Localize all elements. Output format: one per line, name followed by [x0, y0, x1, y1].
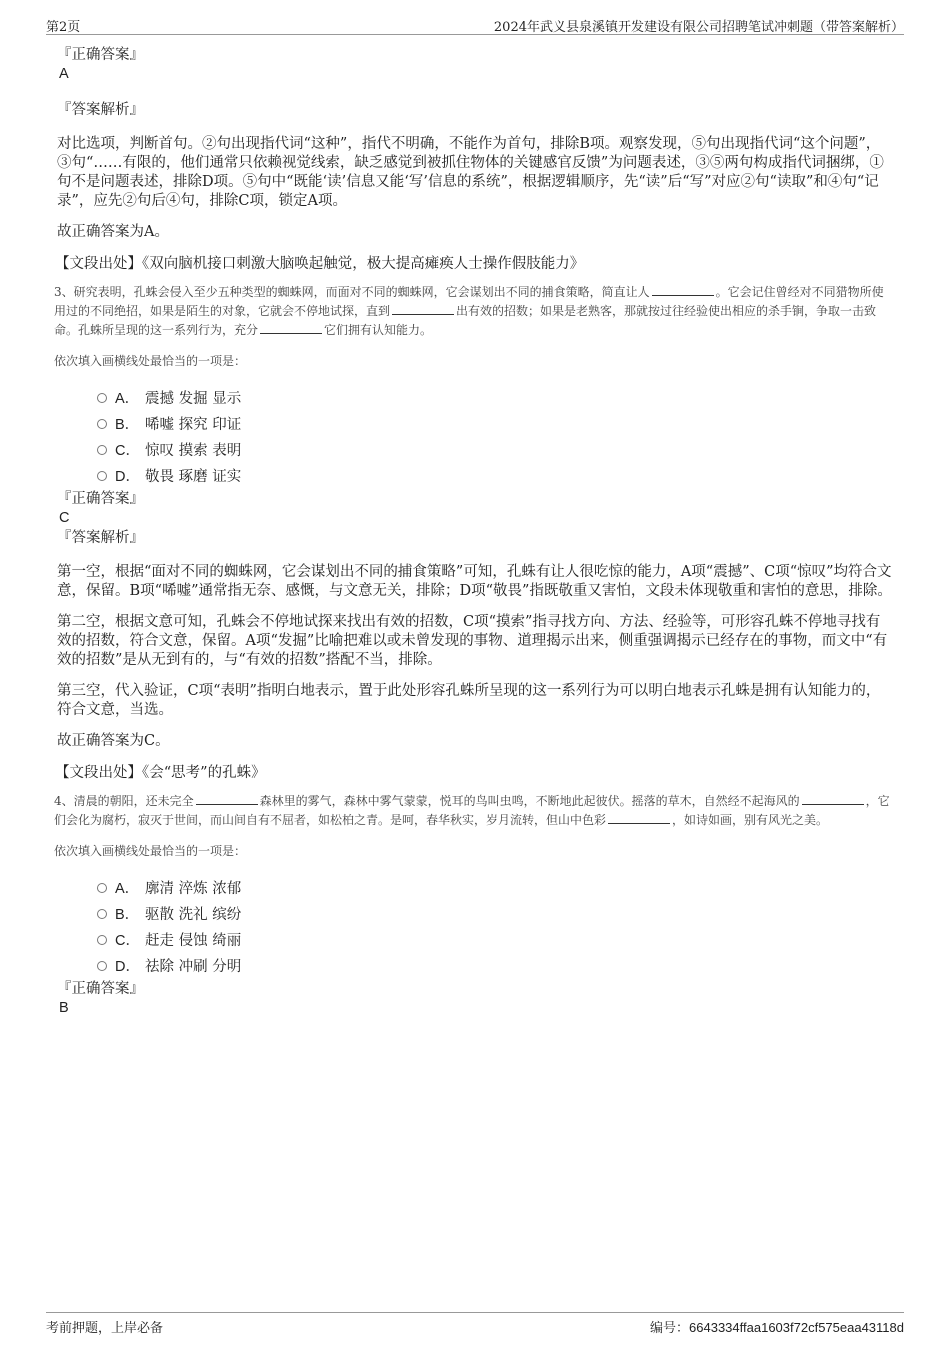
- option-letter: D．: [115, 469, 140, 485]
- analysis-label: 『答案解析』: [57, 102, 144, 118]
- question-text-part: ，如诗如画，别有风光之美。: [672, 813, 829, 827]
- option-a[interactable]: [57, 875, 893, 901]
- analysis-paragraph: 第三空，代入验证，C项“表明”指明白地表示，置于此处形容孔蛛所呈现的这一系列行为可以明白地表示孔蛛是拥有认知能力的，符合文意，当选。: [57, 683, 881, 718]
- analysis-paragraph: 对比选项，判断首句。②句出现指代词“这种”，指代不明确，不能作为首句，排除B项。观察发现，⑤句出现指代词“这个问题”，③句“……有限的，他们通常只依赖视觉线索，缺乏感觉到被抓住物体的关键感官反馈”为问题表述，③⑤两句构成指代词捆绑，①句不是问题表述，排除D项。⑤句中“既能‘读’信息又能‘写’信息的系统”，根据逻辑顺序，先“读”后“写”对应②句“读取”和④句“记录”，应先②句后④句，排除C项，锁定A项。: [57, 136, 884, 209]
- option-letter: A．: [115, 391, 140, 407]
- option-text: 赶走 侵蚀 绮丽: [145, 933, 242, 949]
- option-letter: B．: [115, 907, 140, 923]
- page-header: [46, 14, 904, 35]
- fill-blank: [260, 321, 322, 334]
- option-a[interactable]: [57, 385, 893, 411]
- option-letter: B．: [115, 417, 140, 433]
- question-text-part: ，它们会化为腐朽，寂灭于世间，而山间自有不屈者，如松柏之青。是呵，春华秋实，岁月流转，但山中色彩: [54, 794, 890, 827]
- source-label: 【文段出处】: [55, 256, 142, 272]
- correct-answer: A: [59, 66, 69, 82]
- option-b[interactable]: [57, 411, 893, 437]
- radio-icon[interactable]: [97, 419, 107, 429]
- question-3-text: [54, 283, 893, 340]
- source-title: 《会“思考”的孔蛛》: [142, 765, 266, 781]
- option-text: 廓清 淬炼 浓郁: [145, 881, 242, 897]
- option-text: 唏嘘 探究 印证: [145, 417, 242, 433]
- option-letter: A．: [115, 881, 140, 897]
- question-4-text: [54, 792, 893, 830]
- question-prompt: 依次填入画横线处最恰当的一项是：: [54, 354, 247, 368]
- question-text-part: 。它会记住曾经对不同猎物所使用过的不同绝招，如果是陌生的对象，它就会不停地试探，直到: [54, 285, 884, 318]
- option-text: 敬畏 琢磨 证实: [145, 469, 242, 485]
- fill-blank: [652, 283, 714, 296]
- radio-icon[interactable]: [97, 393, 107, 403]
- option-c[interactable]: [57, 927, 893, 953]
- question-text-part: 森林里的雾气，森林中雾气蒙蒙，悦耳的鸟叫虫鸣，不断地此起彼伏。摇落的草木，自然经不起海风的: [259, 794, 800, 808]
- page-number: 第2页: [46, 20, 81, 35]
- option-text: 祛除 冲刷 分明: [145, 959, 242, 975]
- option-b[interactable]: [57, 901, 893, 927]
- footer-slogan: 考前押题，上岸必备: [46, 1321, 164, 1336]
- radio-icon[interactable]: [97, 909, 107, 919]
- option-text: 震撼 发掘 显示: [145, 391, 242, 407]
- question-text-part: 它们拥有认知能力。: [324, 323, 433, 337]
- source-title: 《双向脑机接口刺激大脑唤起触觉，极大提高瘫痪人士操作假肢能力》: [142, 256, 585, 272]
- option-letter: D．: [115, 959, 140, 975]
- fill-blank: [608, 811, 670, 824]
- answer-label: 『正确答案』: [57, 491, 144, 507]
- analysis-paragraph: 第一空，根据“面对不同的蜘蛛网，它会谋划出不同的捕食策略”可知，孔蛛有让人很吃惊的能力，A项“震撼”、C项“惊叹”均符合文意，保留。B项“唏嘘”通常指无奈、感慨，与文意无关，排除；D项“敬畏”指既敬重又害怕，文段未体现敬重和害怕的意思，排除。: [57, 564, 892, 599]
- option-letter: C．: [115, 933, 140, 949]
- answer-label: 『正确答案』: [57, 981, 144, 997]
- page-footer: [46, 1312, 904, 1336]
- option-c[interactable]: [57, 437, 893, 463]
- analysis-label: 『答案解析』: [57, 530, 144, 546]
- document-title: 2024年武义县泉溪镇开发建设有限公司招聘笔试冲刺题（带答案解析）: [493, 20, 904, 35]
- option-d[interactable]: [57, 953, 893, 979]
- option-letter: C．: [115, 443, 140, 459]
- radio-icon[interactable]: [97, 471, 107, 481]
- source-citation: [55, 763, 893, 783]
- options-list: [57, 875, 893, 979]
- fill-blank: [392, 302, 454, 315]
- radio-icon[interactable]: [97, 445, 107, 455]
- correct-answer: B: [59, 1000, 69, 1016]
- fill-blank: [802, 792, 864, 805]
- analysis-paragraph: 第二空，根据文意可知，孔蛛会不停地试探来找出有效的招数，C项“摸索”指寻找方向、方法、经验等，可形容孔蛛不停地寻找有效的招数，符合文意，保留。A项“发掘”比喻把难以或未曾发现的事物、道理揭示出来，侧重强调揭示已经存在的事物，而文中“有效的招数”是从无到有的，与“有效的招数”搭配不当，排除。: [57, 614, 888, 668]
- option-text: 驱散 洗礼 缤纷: [145, 907, 242, 923]
- conclusion: 故正确答案为A。: [57, 224, 169, 240]
- correct-answer: C: [59, 510, 70, 526]
- radio-icon[interactable]: [97, 883, 107, 893]
- options-list: [57, 385, 893, 489]
- document-body: [54, 45, 893, 1017]
- question-text-part: 4、清晨的朝阳，还未完全: [54, 794, 194, 808]
- radio-icon[interactable]: [97, 961, 107, 971]
- document-id: 编号：6643334ffaa1603f72cf575eaa43118d: [650, 1320, 904, 1335]
- conclusion: 故正确答案为C。: [57, 733, 170, 749]
- source-citation: [55, 254, 893, 274]
- question-prompt: 依次填入画横线处最恰当的一项是：: [54, 844, 247, 858]
- answer-label: 『正确答案』: [57, 47, 144, 63]
- question-text-part: 出有效的招数；如果是老熟客，那就按过往经验使出相应的杀手锏，争取一击致命。孔蛛所呈现的这一系列行为，充分: [54, 304, 877, 337]
- question-text-part: 3、研究表明，孔蛛会侵入至少五种类型的蜘蛛网，而面对不同的蜘蛛网，它会谋划出不同的捕食策略，简直让人: [54, 285, 650, 299]
- source-label: 【文段出处】: [55, 765, 142, 781]
- option-d[interactable]: [57, 463, 893, 489]
- fill-blank: [196, 792, 258, 805]
- radio-icon[interactable]: [97, 935, 107, 945]
- option-text: 惊叹 摸索 表明: [145, 443, 242, 459]
